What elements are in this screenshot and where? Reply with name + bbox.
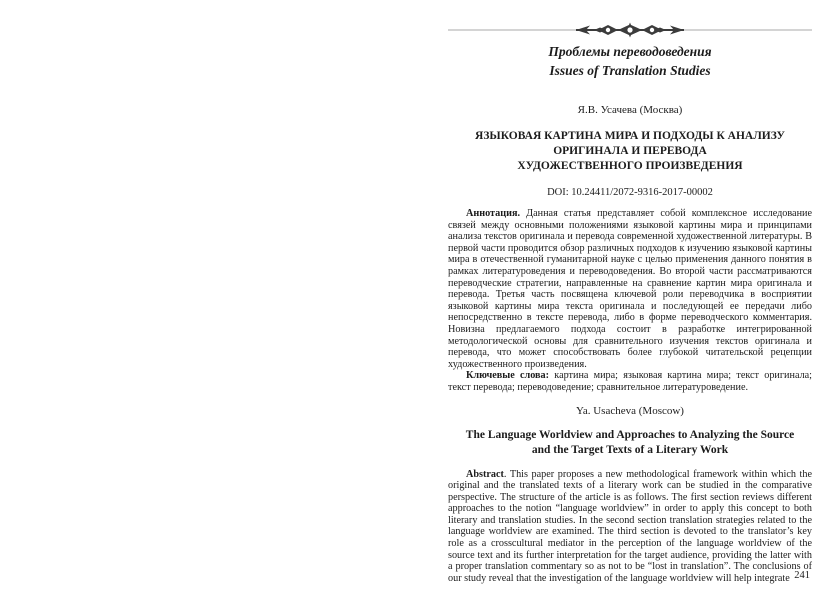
abstract-ru: [448, 208, 812, 370]
author-ru: Я.В. Усачева (Москва): [577, 104, 683, 116]
keywords-ru-label: Ключевые слова:: [466, 370, 550, 382]
title-en-line-1: The Language Worldview and Approaches to Analyzing the Source: [465, 428, 795, 441]
abstract-en-text: . This paper proposes a new methodological framework within which the original and the translated texts of a literary work can be studied in the comparative perspective. The structure of the article is as follows. The first section reviews different approaches to the notion “language worldview” in order to apply this concept to both literary and translation studies. In the second section translation strategies related to the language worldview are examined. The third section is devoted to the translator’s key role as a crosscultural mediator in the perception of the language worldview of the source text and its further interpretation for the target audience, providing the latter with a proper translation commentary so as not to be “lost in translation”. The conclusions of our study reveal that the investigation of the language worldview will help integrate: [448, 468, 812, 584]
abstract-en: [448, 469, 812, 585]
keywords-ru: [448, 370, 812, 393]
title-ru-line-3: ХУДОЖЕСТВЕННОГО ПРОИЗВЕДЕНИЯ: [517, 160, 743, 172]
abstract-ru-text: Данная статья представляет собой комплексное исследование связей между основными положениями языковой картины мира и принципами анализа текстов оригинала и перевода современной художественной литературы. В первой части проводится обзор различных подходов к изучению языковой картины мира в отечественной гуманитарной науке с целью применения данного понятия в рамках литературоведения и переводоведения. Во второй части рассматриваются переводческие стратегии, направленные на сравнение картин мира оригинала и перевода. Третья часть посвящена ключевой роли переводчика в восприятии языковой картины мира текста оригинала и последующей ее передачи либо непосредственно в тексте перевода, либо в форме переводческого комментария. Новизна предлагаемого подхода состоит в разработке интегрированной методологической основы для сравнительного изучения текстов оригинала и перевода, что может способствовать более глубокой читательской рецепции художественного произведения.: [448, 208, 812, 370]
abstract-en-label: Abstract: [466, 468, 504, 480]
series-title-ru: Проблемы переводоведения: [548, 44, 712, 59]
abstract-ru-label: Аннотация.: [466, 208, 521, 219]
header-ornament: [448, 22, 812, 38]
article-page: [448, 0, 812, 609]
title-en-line-2: and the Target Texts of a Literary Work: [531, 443, 729, 456]
author-en: Ya. Usacheva (Moscow): [576, 404, 684, 417]
keywords-ru-text: картина мира; языковая картина мира; текст оригинала; текст перевода; переводоведение; сравнительное литературоведение.: [448, 370, 813, 393]
page-number: 241: [794, 570, 810, 581]
series-title-en: Issues of Translation Studies: [549, 63, 711, 78]
doi-line: DOI: 10.24411/2072-9316-2017-00002: [547, 187, 713, 198]
floral-divider-icon: [448, 22, 812, 38]
article-title-en: [448, 428, 812, 458]
article-title-ru: [448, 129, 812, 174]
title-ru-line-1: ЯЗЫКОВАЯ КАРТИНА МИРА И ПОДХОДЫ К АНАЛИЗУ: [475, 130, 785, 142]
title-ru-line-2: ОРИГИНАЛА И ПЕРЕВОДА: [553, 145, 707, 157]
